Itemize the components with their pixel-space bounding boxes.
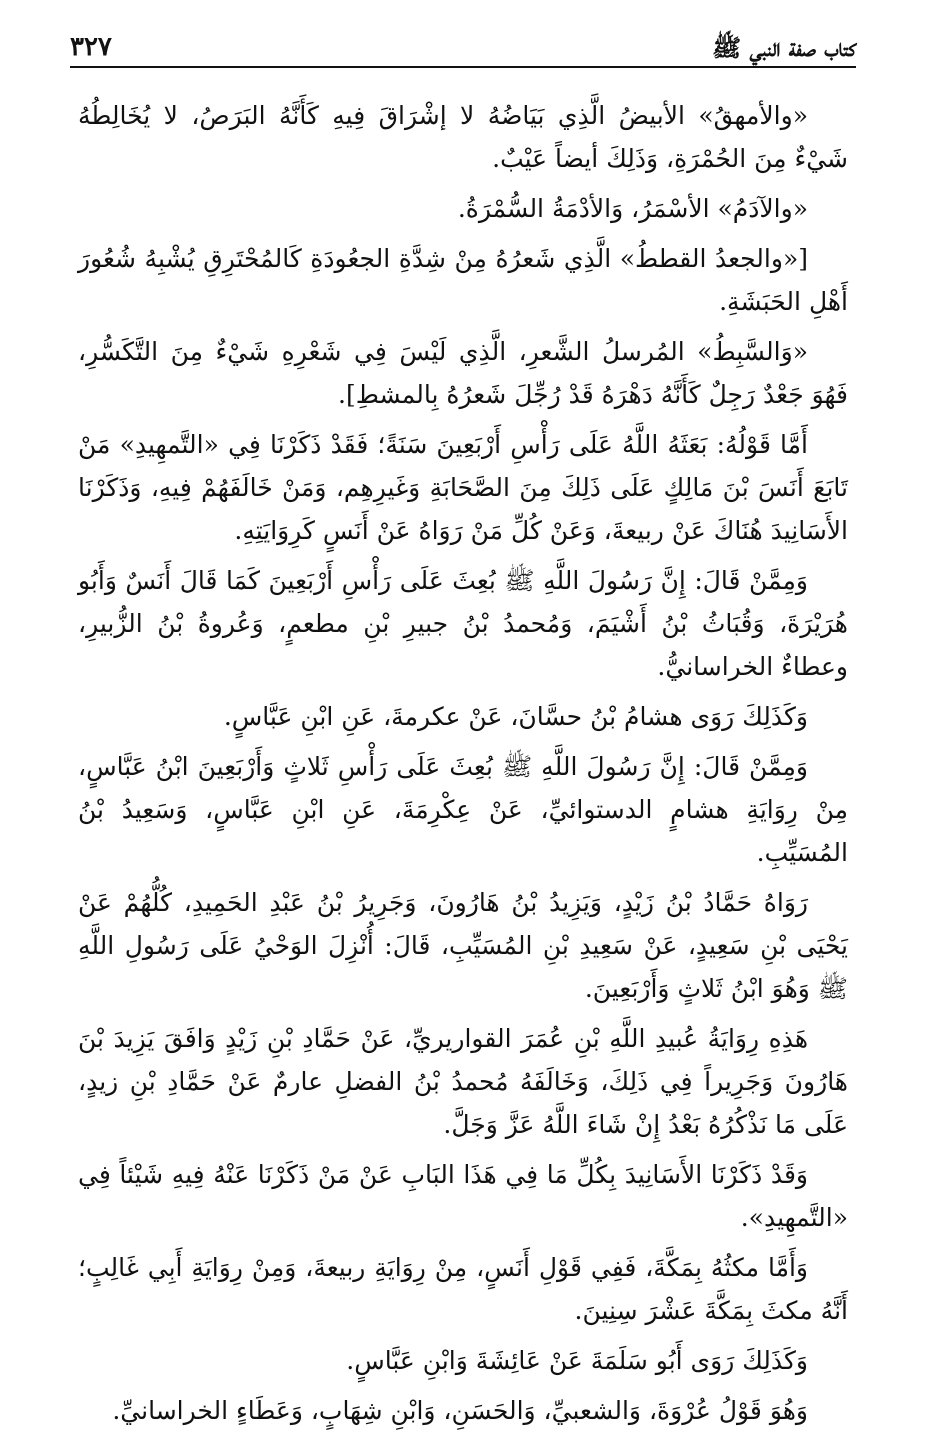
paragraph: وَمِمَّنْ قَالَ: إِنَّ رَسُولَ اللَّهِ ﷺ بُعِثَ عَلَى رَأْسِ ثَلاثٍ وَأَرْبَعِينَ ابْنُ عَبَّاسٍ، مِنْ رِوَايَةِ هشامٍ الدستوائيِّ، عَنْ عِكْرِمَةَ، عَنِ ابْنِ عَبَّاسٍ، وَسَعِيدُ بْنُ المُسَيِّبِ. xyxy=(78,752,848,867)
paragraph: وَقَدْ ذَكَرْنَا الأَسَانِيدَ بِكُلِّ مَا فِي هَذَا البَابِ عَنْ مَنْ ذَكَرْنَا عَنْهُ فِيهِ شَيْئاً فِي «التَّمهِيدِ». xyxy=(78,1160,848,1232)
body-text xyxy=(78,94,848,1425)
paragraph: هَذِهِ رِوَايَةُ عُبيدِ اللَّهِ بْنِ عُمَرَ القواريريِّ، عَنْ حَمَّادِ بْنِ زَيْدٍ وَافَقَ يَزِيدَ بْنَ هَارُونَ وَجَرِيراً فِي ذَلِكَ، وَخَالَفَهُ مُحمدُ بْنُ الفضلِ عارمٌ عَنْ حَمَّادِ بْنِ زيدٍ، عَلَى مَا نَذْكُرُهُ بَعْدُ إِنْ شَاءَ اللَّهُ عَزَّ وَجَلَّ. xyxy=(78,1024,848,1139)
paragraph: وَكَذَلِكَ رَوَى هشامُ بْنُ حسَّانَ، عَنْ عكرمةَ، عَنِ ابْنِ عَبَّاسٍ. xyxy=(223,702,808,731)
paragraph: وَكَذَلِكَ رَوَى أَبُو سَلَمَةَ عَنْ عَائِشَةَ وَابْنِ عَبَّاسٍ. xyxy=(346,1346,808,1375)
paragraph: «والآدَمُ» الأسْمَرُ، وَالأدْمَةُ السُّمْرَةُ. xyxy=(457,194,808,223)
paragraph: وَأَمَّا مكثُهُ بِمَكَّةَ، فَفِي قَوْلِ أَنَسٍ، مِنْ رِوَايَةِ ربيعةَ، وَمِنْ رِوَايَةِ أَبِي غَالِبٍ؛ أَنَّهُ مكثَ بِمَكَّةَ عَشْرَ سِنِينَ. xyxy=(78,1253,848,1325)
paragraph: أَمَّا قَوْلُهُ: بَعَثَهُ اللَّهُ عَلَى رَأْسِ أَرْبَعِينَ سَنَةً؛ فَقَدْ ذَكَرْنَا فِي «التَّمهِيدِ» مَنْ تَابَعَ أَنَسَ بْنَ مَالِكٍ عَلَى ذَلِكَ مِنَ الصَّحَابَةِ وَغَيرِهِم، وَمَنْ خَالَفَهُمْ فِيهِ، وَذَكَرْنَا الأَسَانِيدَ هُنَاكَ عَنْ ربيعةَ، وَعَنْ كُلِّ مَنْ رَوَاهُ عَنْ أَنَسٍ كَرِوَايَتِهِ. xyxy=(78,430,848,545)
page-number: ٣٢٧ xyxy=(70,32,112,62)
paragraph: «والأمهقُ» الأبيضُ الَّذِي بَيَاضُهُ لا إشْرَاقَ فِيهِ كَأَنَّهُ البَرَصُ، لا يُخَالِطُهُ شَيْءٌ مِنَ الحُمْرَةِ، وَذَلِكَ أيضاً عَيْبٌ. xyxy=(78,101,848,173)
paragraph: «وَالسَّبِطُ» المُرسلُ الشَّعرِ، الَّذِي لَيْسَ فِي شَعْرِهِ شَيْءٌ مِنَ التَّكَسُّرِ، فَهُوَ جَعْدٌ رَجِلٌ كَأَنَّهُ دَهْرَهُ قَدْ رُجِّلَ شَعرُهُ بِالمشطِ]. xyxy=(78,337,848,409)
paragraph: وَهُوَ قَوْلُ عُرْوَةَ، وَالشعبيِّ، وَالحَسَنِ، وَابْنِ شِهَابٍ، وَعَطَاءٍ الخراسانيِّ. xyxy=(112,1396,808,1425)
paragraph: رَوَاهُ حَمَّادُ بْنُ زَيْدٍ، وَيَزِيدُ بْنُ هَارُونَ، وَجَرِيرُ بْنُ عَبْدِ الحَمِيدِ، كُلُّهُمْ عَنْ يَحْيَى بْنِ سَعِيدٍ، عَنْ سَعِيدِ بْنِ المُسَيِّبِ، قَالَ: أُنْزِلَ الوَحْيُ عَلَى رَسُولِ اللَّهِ ﷺ وَهُوَ ابْنُ ثَلاثٍ وَأَرْبَعِينَ. xyxy=(78,888,848,1003)
page-header xyxy=(70,24,856,68)
paragraph: [«والجعدُ القططُ» الَّذِي شَعرُهُ مِنْ شِدَّةِ الجعُودَةِ كَالمُحْتَرِقِ يُشْبِهُ شُعُورَ أَهْلِ الحَبَشَةِ. xyxy=(78,244,848,316)
running-title: كتاب صفة النبي ﷺ xyxy=(712,33,856,62)
paragraph: وَمِمَّنْ قَالَ: إِنَّ رَسُولَ اللَّهِ ﷺ بُعِثَ عَلَى رَأْسِ أَرْبَعِينَ كَمَا قَالَ أَنَسٌ وَأَبُو هُرَيْرَةَ، وَقُبَاثُ بْنُ أَشْيَمَ، وَمُحمدُ بْنُ جبيرِ بْنِ مطعمٍ، وَعُروةُ بْنُ الزُّبيرِ، وعطاءٌ الخراسانيُّ. xyxy=(78,566,848,681)
